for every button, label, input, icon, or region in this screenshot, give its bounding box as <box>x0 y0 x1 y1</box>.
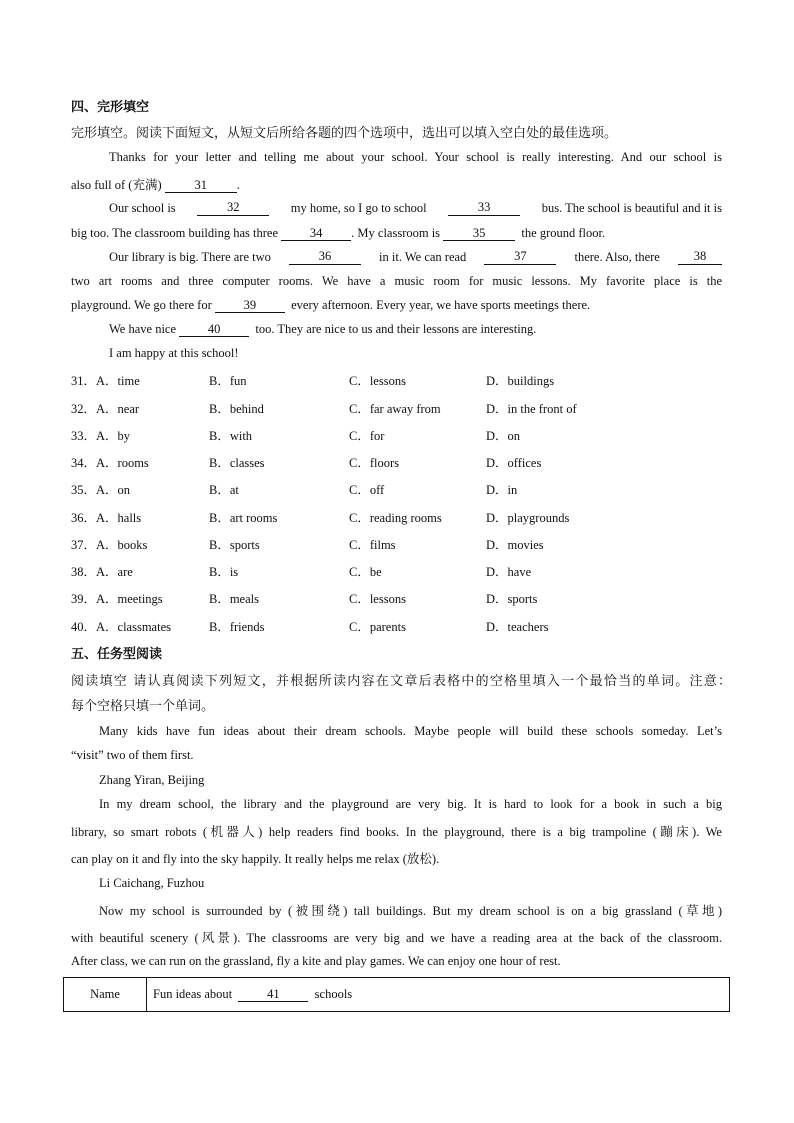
option-d[interactable]: D．movies <box>486 538 544 552</box>
option-d[interactable]: D．teachers <box>486 620 549 634</box>
blank-36[interactable]: 36 <box>289 250 361 265</box>
passage-line: two art rooms and three computer rooms. We have a music room for music lessons. My favorite place is the <box>71 274 722 288</box>
passage-line: I am happy at this school! <box>109 346 239 360</box>
task-instruction-line: 阅读填空 请认真阅读下列短文，并根据所读内容在文章后表格中的空格里填入一个最恰当的单词。注意： <box>71 674 731 689</box>
blank-40[interactable]: 40 <box>179 323 249 337</box>
blank-35[interactable]: 35 <box>443 227 515 241</box>
option-b[interactable]: B．meals <box>209 592 259 606</box>
option-d[interactable]: D．buildings <box>486 374 555 388</box>
section-heading-cloze: 四、完形填空 <box>71 100 150 115</box>
option-c[interactable]: C．lessons <box>349 374 406 388</box>
option-b[interactable]: B．friends <box>209 620 265 634</box>
passage-line: We have nice 40 too. They are nice to us and their lessons are interesting. <box>109 322 537 336</box>
option-c[interactable]: C．be <box>349 565 382 579</box>
passage-line: big too. The classroom building has three 34 . My classroom is 35 the ground floor. <box>71 226 606 240</box>
option-c[interactable]: C．reading rooms <box>349 511 442 525</box>
option-b[interactable]: B．with <box>209 429 253 443</box>
option-b[interactable]: B．sports <box>209 538 260 552</box>
task-table <box>63 977 730 1012</box>
passage-line: Many kids have fun ideas about their dream schools. Maybe people will build these schools someday. Let’s <box>99 724 722 738</box>
blank-39[interactable]: 39 <box>215 299 285 313</box>
task-instruction-line: 每个空格只填一个单词。 <box>71 699 215 714</box>
option-d[interactable]: D．on <box>486 429 521 443</box>
passage-line: can play on it and fly into the sky happily. It really helps me relax (放松). <box>71 852 440 866</box>
author-name: Zhang Yiran, Beijing <box>99 773 205 787</box>
option-b[interactable]: B．art rooms <box>209 511 278 525</box>
table-header-name: Name <box>64 978 147 1012</box>
option-c[interactable]: C．far away from <box>349 402 441 416</box>
option-c[interactable]: C．floors <box>349 456 400 470</box>
blank-33[interactable]: 33 <box>448 201 520 216</box>
option-c[interactable]: C．films <box>349 538 396 552</box>
blank-41[interactable]: 41 <box>238 988 308 1002</box>
option-a[interactable]: 40．A．classmates <box>71 620 171 634</box>
option-a[interactable]: 37．A．books <box>71 538 148 552</box>
option-a[interactable]: 34．A．rooms <box>71 456 149 470</box>
section-heading-task-reading: 五、任务型阅读 <box>71 647 163 662</box>
option-d[interactable]: D．in <box>486 483 518 497</box>
author-name: Li Caichang, Fuzhou <box>99 876 205 890</box>
option-b[interactable]: B．behind <box>209 402 264 416</box>
blank-37[interactable]: 37 <box>484 250 556 265</box>
option-a[interactable]: 32．A．near <box>71 402 140 416</box>
passage-line: Our library is big. There are two 36 in it. We can read 37 there. Also, there 38 <box>109 250 722 265</box>
option-b[interactable]: B．is <box>209 565 239 579</box>
passage-line: “visit” two of them first. <box>71 748 194 762</box>
option-d[interactable]: D．sports <box>486 592 538 606</box>
passage-line: In my dream school, the library and the playground are very big. It is hard to look for a book in such a big <box>99 797 722 811</box>
option-a[interactable]: 35．A．on <box>71 483 131 497</box>
option-c[interactable]: C．off <box>349 483 385 497</box>
option-b[interactable]: B．at <box>209 483 239 497</box>
option-d[interactable]: D．offices <box>486 456 542 470</box>
passage-line: Thanks for your letter and telling me about your school. Your school is really interesting. And our school is <box>109 150 722 164</box>
blank-38[interactable]: 38 <box>678 250 722 265</box>
option-d[interactable]: D．playgrounds <box>486 511 570 525</box>
option-b[interactable]: B．classes <box>209 456 265 470</box>
blank-31[interactable]: 31 <box>165 179 237 193</box>
table-row <box>64 978 730 1012</box>
option-d[interactable]: D．in the front of <box>486 402 577 416</box>
passage-line: with beautiful scenery (风景). The classrooms are very big and we have a reading area at the back of the classroom. <box>71 931 722 945</box>
option-c[interactable]: C．lessons <box>349 592 406 606</box>
passage-line: also full of (充满) 31 . <box>71 178 240 192</box>
option-c[interactable]: C．parents <box>349 620 406 634</box>
passage-line: Our school is 32 my home, so I go to school 33 bus. The school is beautiful and it is <box>109 200 722 215</box>
blank-34[interactable]: 34 <box>281 227 351 241</box>
passage-line: playground. We go there for 39 every afternoon. Every year, we have sports meetings there. <box>71 298 591 312</box>
option-a[interactable]: 33．A．by <box>71 429 131 443</box>
passage-line: Now my school is surrounded by (被围绕) tall buildings. But my dream school is on a big grassland (草地) <box>99 904 722 918</box>
blank-32[interactable]: 32 <box>197 201 269 216</box>
option-a[interactable]: 38．A．are <box>71 565 133 579</box>
option-b[interactable]: B．fun <box>209 374 247 388</box>
passage-line: After class, we can run on the grassland, fly a kite and play games. We can enjoy one hour of rest. <box>71 954 561 968</box>
option-d[interactable]: D．have <box>486 565 532 579</box>
passage-line: library, so smart robots (机器人) help readers find books. In the playground, there is a big trampoline (蹦床). We <box>71 825 722 839</box>
option-c[interactable]: C．for <box>349 429 385 443</box>
option-a[interactable]: 39．A．meetings <box>71 592 163 606</box>
table-cell-fun-ideas: Fun ideas about 41 schools <box>147 978 730 1012</box>
option-a[interactable]: 31．A．time <box>71 374 140 388</box>
option-a[interactable]: 36．A．halls <box>71 511 142 525</box>
cloze-instruction: 完形填空。阅读下面短文，从短文后所给各题的四个选项中，选出可以填入空白处的最佳选项。 <box>71 126 618 141</box>
